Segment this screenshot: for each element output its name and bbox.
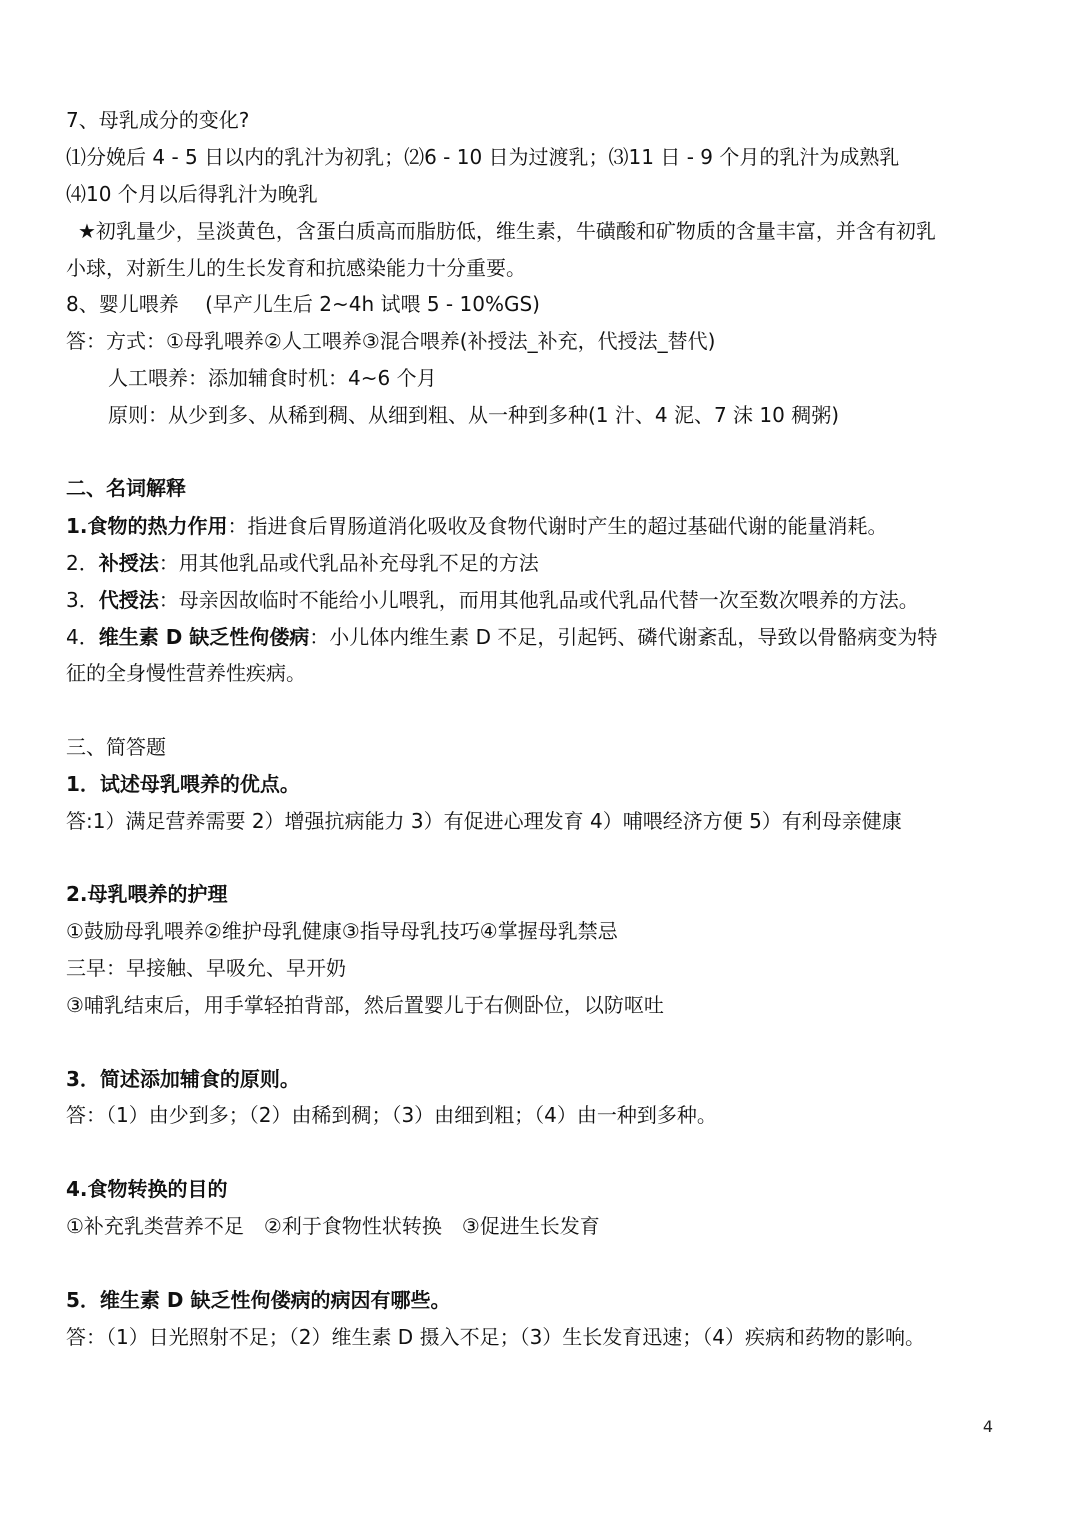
term-item-1 [66, 512, 1040, 540]
answer-5: 答：（1）日光照射不足；（2）维生素 D 摄入不足；（3）生长发育迅速；（4）疾病和药物的影响。 [66, 1325, 926, 1349]
short-answers-heading: 三、简答题 [66, 735, 166, 759]
term-definition: ：指进食后胃肠道消化吸收及食物代谢时产生的超过基础代谢的能量消耗。 [227, 514, 888, 538]
answer-2-line2: 三早：早接触、早吸允、早开奶 [66, 956, 346, 980]
term-prefix: 4． [66, 625, 99, 649]
section7-title: 7、母乳成分的变化? [66, 108, 250, 132]
term-name: 补授法 [98, 551, 159, 575]
term-name: 食物的热力作用 [87, 514, 228, 538]
answer-2-line3: ③哺乳结束后，用手掌轻拍背部，然后置婴儿于右侧卧位，以防呕吐 [66, 993, 664, 1017]
section7-line1: ⑴分娩后 4 - 5 日以内的乳汁为初乳；⑵6 - 10 日为过渡乳；⑶11 日 - 9 个月的乳汁为成熟乳 [66, 145, 900, 169]
term-definition: ：小儿体内维生素 D 不足，引起钙、磷代谢紊乱，导致以骨骼病变为特 [309, 625, 938, 649]
section8-line3: 原则：从少到多、从稀到稠、从细到粗、从一种到多种(1 汁、4 泥、7 沫 10 稠粥) [108, 403, 840, 427]
term-item-3 [66, 586, 1040, 614]
term-prefix: 1. [66, 514, 88, 538]
section8-line2: 人工喂养：添加辅食时机：4~6 个月 [108, 366, 437, 390]
section8-title: 8、婴儿喂养 (早产儿生后 2~4h 试喂 5 - 10%GS) [66, 292, 540, 316]
terms-heading: 二、名词解释 [66, 476, 186, 500]
term-item-2 [66, 549, 1040, 577]
question-4: 4.食物转换的目的 [66, 1177, 228, 1201]
section7-line2: ⑷10 个月以后得乳汁为晚乳 [66, 182, 318, 206]
term-prefix: 2． [66, 551, 99, 575]
term-item-4-continued: 征的全身慢性营养性疾病。 [66, 661, 306, 685]
section8-line1: 答：方式：①母乳喂养②人工喂养③混合喂养(补授法_补充，代授法_替代) [66, 329, 716, 353]
answer-2-line1: ①鼓励母乳喂养②维护母乳健康③指导母乳技巧④掌握母乳禁忌 [66, 919, 618, 943]
term-prefix: 3． [66, 588, 99, 612]
question-5: 5．维生素 D 缺乏性佝偻病的病因有哪些。 [66, 1288, 451, 1312]
question-2: 2.母乳喂养的护理 [66, 882, 228, 906]
question-1: 1．试述母乳喂养的优点。 [66, 772, 300, 796]
section7-note1: ★初乳量少，呈淡黄色，含蛋白质高而脂肪低，维生素，牛磺酸和矿物质的含量丰富，并含有初乳 [78, 219, 936, 243]
section7-note2: 小球，对新生儿的生长发育和抗感染能力十分重要。 [66, 256, 526, 280]
page-number: 4 [982, 1417, 994, 1436]
answer-3: 答：（1）由少到多；（2）由稀到稠；（3）由细到粗；（4）由一种到多种。 [66, 1103, 717, 1127]
term-definition: ：用其他乳品或代乳品补充母乳不足的方法 [158, 551, 539, 575]
answer-1: 答:1）满足营养需要 2）增强抗病能力 3）有促进心理发育 4）哺喂经济方便 5）有利母亲健康 [66, 809, 902, 833]
term-definition: ：母亲因故临时不能给小儿喂乳，而用其他乳品或代乳品代替一次至数次喂养的方法。 [158, 588, 919, 612]
question-3: 3．简述添加辅食的原则。 [66, 1067, 300, 1091]
term-name: 维生素 D 缺乏性佝偻病 [98, 625, 310, 649]
term-name: 代授法 [98, 588, 159, 612]
term-item-4 [66, 623, 1040, 651]
answer-4: ①补充乳类营养不足 ②利于食物性状转换 ③促进生长发育 [66, 1214, 600, 1238]
